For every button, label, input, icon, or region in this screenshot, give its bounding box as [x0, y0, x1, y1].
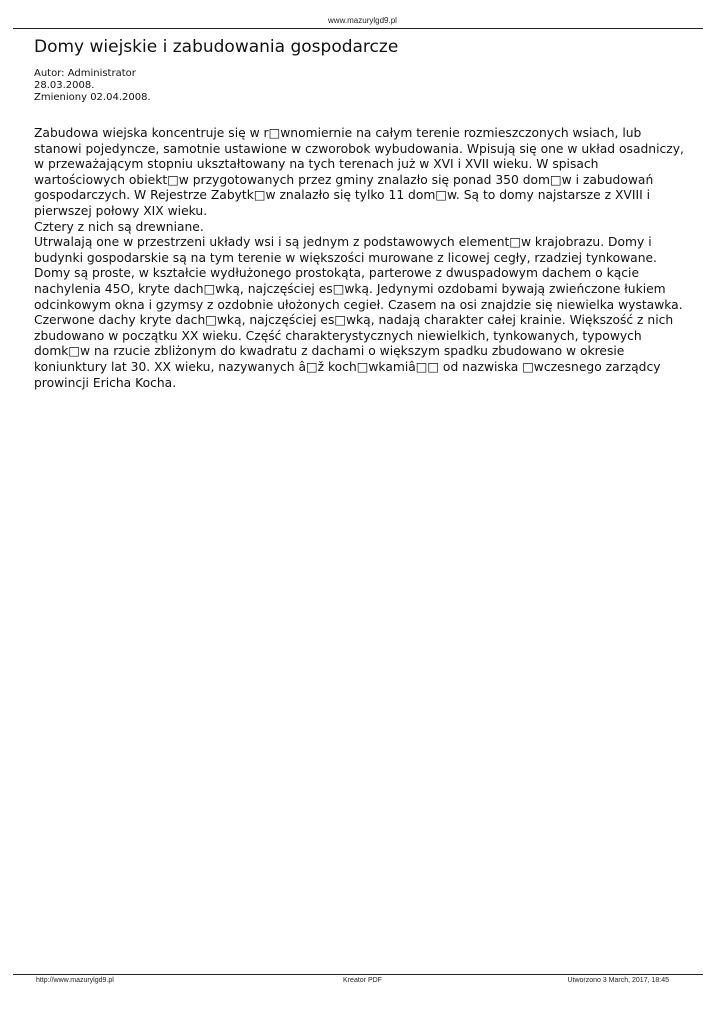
site-url-header: www.mazurylgd9.pl	[328, 16, 397, 25]
article-body	[34, 126, 684, 391]
footer-generator: Kreator PDF	[343, 977, 382, 984]
modified-date: Zmieniony 02.04.2008.	[34, 92, 151, 103]
footer-url: http://www.mazurylgd9.pl	[36, 977, 114, 984]
article-meta	[34, 68, 151, 104]
created-date: 28.03.2008.	[34, 80, 95, 91]
footer-created: Utworzono 3 March, 2017, 18:45	[567, 977, 669, 984]
article-paragraph: Utrwalają one w przestrzeni układy wsi i są jednym z podstawowych element□w krajobrazu. Domy i budynki gospodarskie są na tym terenie w większości murowane z licowej cegły, rzadziej tynkowane. Domy są proste, w kształcie wydłużonego prostokąta, parterowe z dwuspadowym dachem o kącie nachylenia 45O, kryte dach□wką, najczęściej es□wką. Jedynymi ozdobami bywają zwieńczone łukiem odcinkowym okna i gzymsy z ozdobnie ułożonych cegieł. Czasem na osi znajdzie się niewielka wystawka. Czerwone dachy kryte dach□wką, najczęściej es□wką, nadają charakter całej krainie. Większość z nich zbudowano w początku XX wieku. Część charakterystycznych niewielkich, tynkowanych, typowych domk□w na rzucie zbliżonym do kwadratu z dachami o większym spadku zbudowano w okresie koniunktury lat 30. XX wieku, nazywanych â□ž koch□wkamiâ□□ od nazwiska □wczesnego zarządcy prowincji Ericha Kocha.	[34, 235, 683, 390]
header-divider	[13, 28, 703, 29]
article-paragraph: Cztery z nich są drewniane.	[34, 219, 204, 234]
article-title: Domy wiejskie i zabudowania gospodarcze	[34, 37, 399, 57]
author-line: Autor: Administrator	[34, 68, 136, 79]
article-paragraph: Zabudowa wiejska koncentruje się w r□wnomiernie na całym terenie rozmieszczonych wsiach, lub stanowi pojedyncze, samotnie ustawione w czworobok wybudowania. Wpisują się one w układ osadniczy, w przeważającym stopniu ukształtowany na tych terenach już w XVI i XVII wieku. W spisach wartościowych obiekt□w przygotowanych przez gminy znalazło się ponad 350 dom□w i zabudowań gospodarczych. W Rejestrze Zabytk□w znalazło się tylko 11 dom□w. Są to domy najstarsze z XVIII i pierwszej połowy XIX wieku.	[34, 126, 684, 218]
footer-divider	[13, 974, 703, 975]
